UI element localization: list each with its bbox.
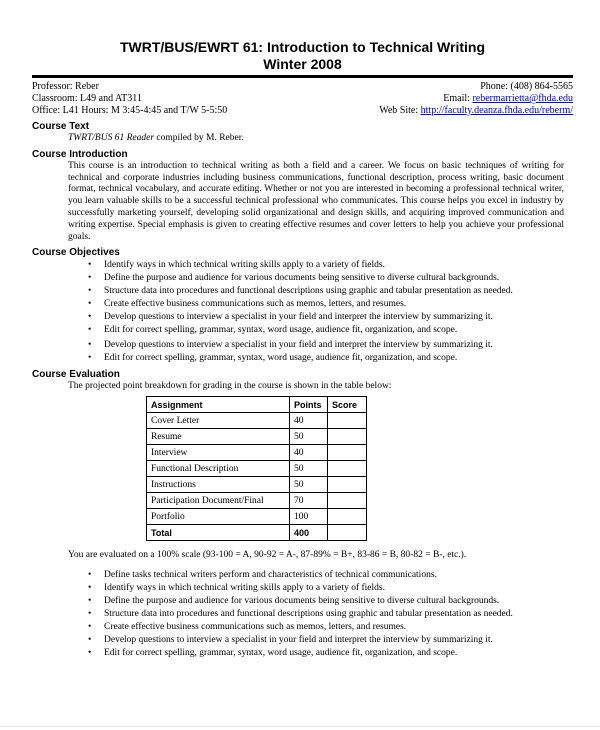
table-row [147,429,367,445]
total-points: 400 [290,525,328,541]
assignment-cell: Instructions [147,477,290,493]
assignment-cell: Portfolio [147,509,290,525]
assignment-cell: Interview [147,445,290,461]
table-row [147,413,367,429]
table-row [147,461,367,477]
points-cell: 100 [290,509,328,525]
list-item: • Develop questions to interview a specialist in your field and interpret the interview by summarizing it. [32,311,573,324]
score-cell [328,509,367,525]
objectives-list-extra [32,339,573,365]
contact-left [32,81,227,117]
assignment-cell: Functional Description [147,461,290,477]
list-item: • Edit for correct spelling, grammar, syntax, word usage, audience fit, organization, and scope. [32,324,573,337]
grading-table [146,396,367,541]
list-item: • Identify ways in which technical writing skills apply to a variety of fields. [32,259,573,272]
column-header: Points [290,397,328,413]
score-cell [328,413,367,429]
score-cell [328,493,367,509]
evaluation-list [32,569,573,660]
grading-scale: You are evaluated on a 100% scale (93-100 = A, 90-92 = A-, 87-89% = B+, 83-86 = B, 80-82 = B-, etc.). [68,550,467,561]
phone-line: Phone: (408) 864-5565 [480,81,573,92]
column-header: Assignment [147,397,290,413]
header-rule [32,75,573,78]
total-row [147,525,367,541]
table-row [147,493,367,509]
list-item: • Develop questions to interview a specialist in your field and interpret the interview by summarizing it. [32,634,573,647]
score-cell [328,461,367,477]
course-intro-body: This course is an introduction to technical writing as both a field and a career. We focus on basic techniques of writing for technical and corporate industries including business communications, functional description, process writing, basic document format, technical vocabulary, and accurate editing. Whether or not you are interested in becoming a professional technical writer, you learn valuable skills to be a successful technical professional who communicates. This course helps you excel in industry by successfully marketing yourself, developing solid organizational and design skills, and acquiring improved communication and writing expertise. Special emphasis is given to creating effective resumes and cover letters to help you achieve your professional goals. [68,160,564,242]
list-item: • Identify ways in which technical writing skills apply to a variety of fields. [32,582,573,595]
score-cell [328,429,367,445]
contact-right [379,81,573,117]
column-header: Score [328,397,367,413]
points-cell: 70 [290,493,328,509]
grading-table-body [147,413,367,525]
page-bottom-rule [0,726,600,727]
points-cell: 50 [290,461,328,477]
course-intro-heading: Course Introduction [32,148,128,160]
course-text-heading: Course Text [32,121,90,132]
term-title: Winter 2008 [263,56,342,72]
list-item: • Define the purpose and audience for various documents being sensitive to diverse cultural backgrounds. [32,595,573,608]
website-line [379,105,573,117]
course-title: TWRT/BUS/EWRT 61: Introduction to Technical Writing [119,39,486,55]
email-link[interactable]: rebermarrietta@fhda.edu [472,93,573,104]
syllabus-page [32,0,573,660]
professor-line: Professor: Reber [32,81,99,92]
website-label: Web Site: [379,105,421,116]
list-item: • Structure data into procedures and functional descriptions using graphic and tabular presentation as needed. [32,285,573,298]
reader-title: TWRT/BUS 61 Reader [68,133,155,143]
assignment-cell: Cover Letter [147,413,290,429]
table-row [147,509,367,525]
classroom-line: Classroom: L49 and AT311 [32,93,142,104]
email-label: Email: [443,93,473,104]
course-text-body [68,133,573,145]
objectives-list [32,259,573,337]
list-item: • Define tasks technical writers perform and characteristics of technical communications. [32,569,573,582]
total-score [328,525,367,541]
list-item: • Develop questions to interview a specialist in your field and interpret the interview by summarizing it. [32,339,573,352]
score-cell [328,477,367,493]
list-item: • Edit for correct spelling, grammar, syntax, word usage, audience fit, organization, and scope. [32,647,573,660]
points-cell: 40 [290,413,328,429]
list-item: • Create effective business communications such as memos, letters, and resumes. [32,298,573,311]
email-line [379,93,573,105]
grading-table-header [147,397,367,413]
website-link[interactable]: http://faculty.deanza.fhda.edu/reberm/ [420,105,573,116]
list-item: • Edit for correct spelling, grammar, syntax, word usage, audience fit, organization, and scope. [32,352,573,365]
table-row [147,445,367,461]
score-cell [328,445,367,461]
assignment-cell: Resume [147,429,290,445]
points-cell: 50 [290,429,328,445]
list-item: • Create effective business communications such as memos, letters, and resumes. [32,621,573,634]
list-item: • Define the purpose and audience for various documents being sensitive to diverse cultural backgrounds. [32,272,573,285]
contact-info [32,81,573,117]
office-line: Office: L41 Hours: M 3:45-4:45 and T/W 5-5:50 [32,105,228,116]
points-cell: 50 [290,477,328,493]
evaluation-intro: The projected point breakdown for grading in the course is shown in the table below: [68,381,392,392]
points-cell: 40 [290,445,328,461]
list-item: • Structure data into procedures and functional descriptions using graphic and tabular presentation as needed. [32,608,573,621]
objectives-heading: Course Objectives [32,247,120,259]
reader-compiler: compiled by M. Reber. [154,133,244,143]
table-row [147,477,367,493]
evaluation-heading: Course Evaluation [32,369,120,381]
assignment-cell: Participation Document/Final [147,493,290,509]
total-label: Total [147,525,290,541]
